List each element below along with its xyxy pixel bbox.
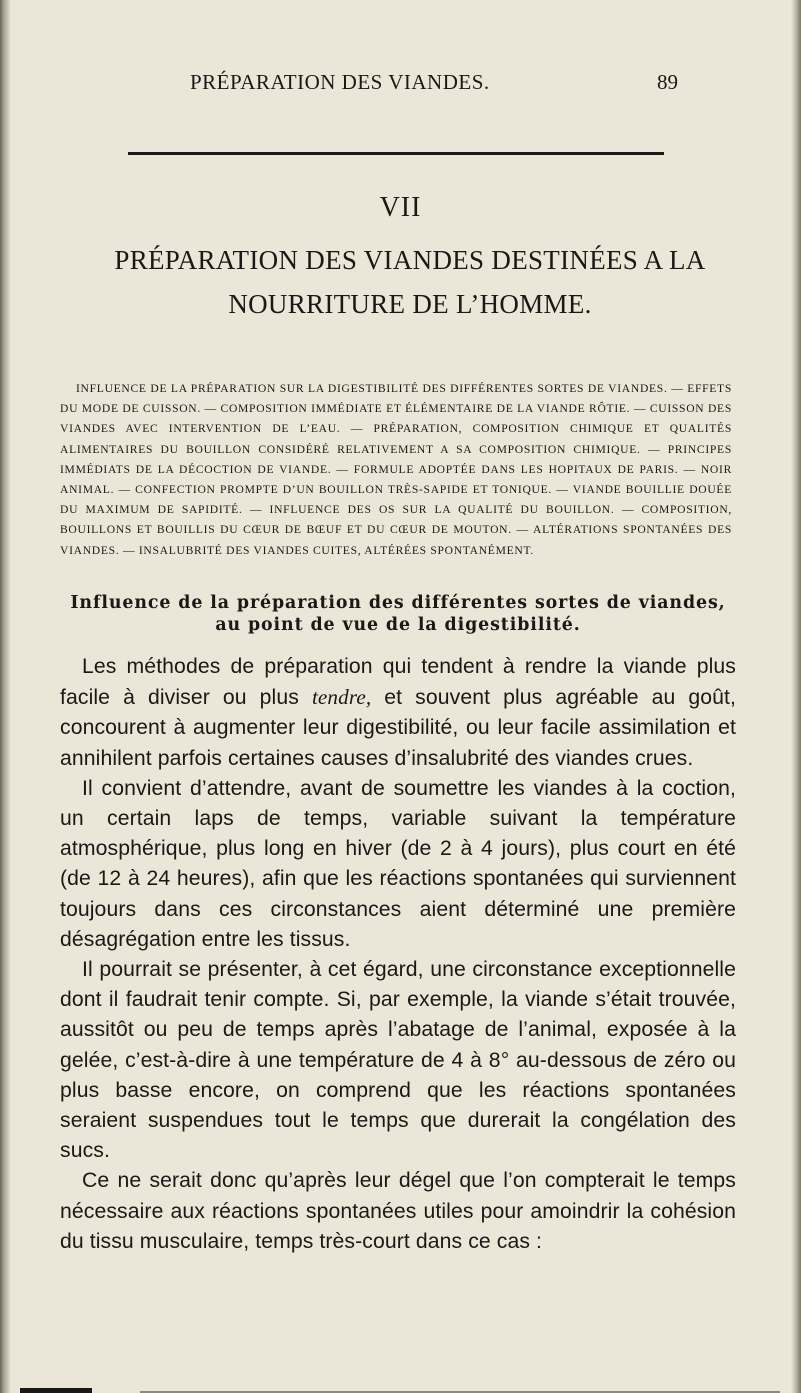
- chapter-summary: INFLUENCE DE LA PRÉPARATION SUR LA DIGESTIBILITÉ DES DIFFÉRENTES SORTES DE VIANDES. — EFFETS DU MODE DE CUISSON. — COMPOSITION IMMÉDIATE ET ÉLÉMENTAIRE DE LA VIANDE RÔTIE. — CUISSON DES VIANDES AVEC INTERVENTION DE L’EAU. — PRÉPARATION, COMPOSITION CHIMIQUE ET QUALITÉS ALIMENTAIRES DU BOUILLON CONSIDÉRÉ RELATIVEMENT A SA COMPOSITION CHIMIQUE. — PRINCIPES IMMÉDIATS DE LA DÉCOCTION DE VIANDE. — FORMULE ADOPTÉE DANS LES HOPITAUX DE PARIS. — NOIR ANIMAL. — CONFECTION PROMPTE D’UN BOUILLON TRÈS-SAPIDE ET TONIQUE. — VIANDE BOUILLIE DOUÉE DU MAXIMUM DE SAPIDITÉ. — INFLUENCE DES OS SUR LA QUALITÉ DU BOUILLON. — COMPOSITION, BOUILLONS ET BOUILLIS DU CŒUR DE BŒUF ET DU CŒUR DE MOUTON. — ALTÉRATIONS SPONTANÉES DES VIANDES. — INSALUBRITÉ DES VIANDES CUITES, ALTÉRÉES SPONTANÉMENT.: [60, 382, 732, 557]
- bottom-edge-marks: [20, 1388, 780, 1393]
- chapter-title: [60, 238, 760, 326]
- body-text: [60, 652, 736, 1257]
- paragraph-2: Il convient d’attendre, avant de soumettre les viandes à la coction, un certain laps de temps, variable suivant la température atmosphérique, plus long en hiver (de 2 à 4 jours), plus court en été (de 12 à 24 heures), afin que les réactions spontanées qui surviennent toujours dans ces circonstances aient déterminé une première désagrégation entre les tissus.: [60, 776, 736, 951]
- chapter-title-line-2: NOURRITURE DE L’HOMME.: [228, 289, 592, 319]
- paragraph-3: Il pourrait se présenter, à cet égard, une circonstance exceptionnelle dont il faudrait tenir compte. Si, par exemple, la viande s’était trouvée, aussitôt ou peu de temps après l’abatage de l’animal, exposée à la gelée, c’est-à-dire à une température de 4 à 8° au-dessous de zéro ou plus basse encore, on comprend que les réactions spontanées seraient suspendues tout le temps que durerait la congélation des sucs.: [60, 958, 736, 1163]
- chapter-title-line-1: PRÉPARATION DES VIANDES DESTINÉES A LA: [114, 245, 706, 275]
- paragraph-1-end: et souvent plus agréable au goût, concourent à augmenter leur digestibilité, ou leur facile assimilation et annihilent parfois certaines causes d’insalubrité des viandes crues.: [60, 686, 737, 770]
- section-heading-line-2: au point de vue de la digestibilité.: [215, 615, 581, 635]
- paragraph-1-italic: tendre,: [311, 685, 372, 710]
- bottom-dark-mark: [20, 1388, 92, 1393]
- running-head-title: PRÉPARATION DES VIANDES.: [190, 70, 490, 94]
- paragraph-1-start: Les méthodes de préparation qui tendent à rendre la viande plus facile à diviser ou plus: [60, 655, 736, 710]
- section-heading: [60, 592, 736, 636]
- page-number: 89: [657, 70, 678, 94]
- header-rule: [128, 152, 664, 155]
- running-head: [190, 70, 710, 100]
- chapter-number: VII: [379, 192, 422, 223]
- paragraph-1: [60, 652, 736, 774]
- paragraph-4: Ce ne serait donc qu’après leur dégel que l’on compterait le temps nécessaire aux réactions spontanées utiles pour amoindrir la cohésion du tissu musculaire, temps très-court dans ce cas :: [60, 1169, 736, 1253]
- section-heading-line-1: Influence de la préparation des différentes sortes de viandes,: [70, 593, 726, 613]
